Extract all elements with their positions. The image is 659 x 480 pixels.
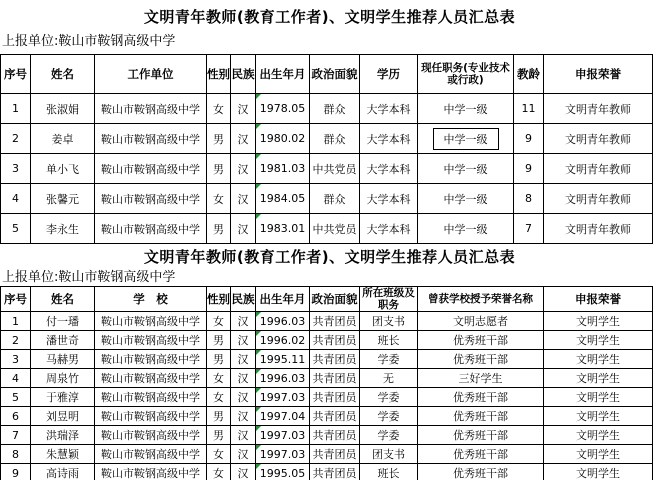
table-cell[interactable]: 文明学生 (544, 331, 653, 350)
col-header: 姓名 (31, 287, 95, 312)
table-cell[interactable]: 男 (207, 124, 231, 154)
table-cell[interactable]: 优秀班干部 (418, 388, 544, 407)
table-cell[interactable]: 鞍山市鞍钢高级中学 (95, 214, 207, 244)
table-cell[interactable]: 男 (207, 154, 231, 184)
table-cell[interactable]: 4 (1, 184, 31, 214)
col-header: 民族 (231, 287, 256, 312)
table-cell[interactable]: 1996.02 (256, 331, 310, 350)
table-cell[interactable]: 3 (1, 350, 31, 369)
table-cell[interactable]: 姜卓 (31, 124, 95, 154)
table-cell[interactable]: 学委 (360, 426, 418, 445)
col-header: 政治面貌 (310, 55, 360, 94)
student-table (0, 286, 653, 480)
section1-unit (2, 30, 175, 49)
table-cell[interactable]: 鞍山市鞍钢高级中学 (95, 388, 207, 407)
table-cell[interactable]: 高诗雨 (31, 464, 95, 480)
col-header: 学 校 (95, 287, 207, 312)
table-cell[interactable]: 班长 (360, 331, 418, 350)
table-cell[interactable]: 文明学生 (544, 312, 653, 331)
table-cell[interactable]: 优秀班干部 (418, 350, 544, 369)
table-cell[interactable]: 单小飞 (31, 154, 95, 184)
table-cell[interactable]: 共青团员 (310, 388, 360, 407)
table-cell[interactable]: 1997.03 (256, 426, 310, 445)
col-header: 序号 (1, 287, 31, 312)
col-header: 申报荣誉 (544, 55, 653, 94)
table-cell[interactable]: 鞍山市鞍钢高级中学 (95, 331, 207, 350)
table-row (1, 464, 653, 480)
col-header: 学历 (360, 55, 418, 94)
table-cell[interactable]: 汉 (231, 369, 256, 388)
col-header: 所在班级及职务 (360, 287, 418, 312)
table-cell[interactable]: 5 (1, 214, 31, 244)
teacher-header-row (1, 55, 653, 94)
table-cell[interactable]: 男 (207, 214, 231, 244)
table-cell[interactable]: 男 (207, 331, 231, 350)
table-cell[interactable]: 学委 (360, 388, 418, 407)
table-cell[interactable]: 文明学生 (544, 464, 653, 480)
col-header: 曾获学校授予荣誉名称 (418, 287, 544, 312)
table-cell[interactable]: 女 (207, 369, 231, 388)
table-cell[interactable]: 1 (1, 312, 31, 331)
table-cell[interactable]: 李永生 (31, 214, 95, 244)
table-cell[interactable]: 文明志愿者 (418, 312, 544, 331)
unit-label: 上报单位: (2, 34, 59, 49)
table-cell[interactable]: 5 (1, 388, 31, 407)
table-cell[interactable]: 汉 (231, 388, 256, 407)
section1-title: 文明青年教师(教育工作者)、文明学生推荐人员汇总表 (143, 8, 516, 26)
section2-title: 文明青年教师(教育工作者)、文明学生推荐人员汇总表 (143, 248, 516, 266)
table-cell[interactable]: 汉 (231, 331, 256, 350)
table-cell[interactable]: 文明青年教师 (544, 214, 653, 244)
table-cell[interactable]: 6 (1, 407, 31, 426)
table-cell[interactable]: 文明学生 (544, 350, 653, 369)
table-cell[interactable]: 学委 (360, 350, 418, 369)
table-cell[interactable]: 优秀班干部 (418, 464, 544, 480)
table-cell[interactable]: 朱慧颖 (31, 445, 95, 464)
table-row (1, 350, 653, 369)
table-cell[interactable]: 中学一级 (418, 184, 514, 214)
table-cell[interactable]: 汉 (231, 445, 256, 464)
table-cell[interactable]: 鞍山市鞍钢高级中学 (95, 369, 207, 388)
table-cell[interactable]: 于雅淳 (31, 388, 95, 407)
table-cell[interactable]: 共青团员 (310, 426, 360, 445)
table-cell[interactable]: 共青团员 (310, 445, 360, 464)
table-cell[interactable]: 鞍山市鞍钢高级中学 (95, 184, 207, 214)
table-cell[interactable]: 女 (207, 464, 231, 480)
unit-value: 鞍山市鞍钢高级中学 (58, 34, 176, 49)
col-header: 工作单位 (95, 55, 207, 94)
student-header-row (1, 287, 653, 312)
table-cell[interactable]: 鞍山市鞍钢高级中学 (95, 124, 207, 154)
table-cell[interactable]: 8 (514, 184, 544, 214)
table-cell[interactable]: 付一璠 (31, 312, 95, 331)
table-cell[interactable]: 鞍山市鞍钢高级中学 (95, 154, 207, 184)
table-cell[interactable]: 男 (207, 350, 231, 369)
table-cell[interactable]: 女 (207, 445, 231, 464)
col-header: 民族 (231, 55, 256, 94)
table-cell[interactable]: 共青团员 (310, 331, 360, 350)
table-cell[interactable]: 女 (207, 94, 231, 124)
table-cell[interactable]: 大学本科 (360, 214, 418, 244)
table-cell[interactable]: 1978.05 (256, 94, 310, 124)
table-cell[interactable]: 文明学生 (544, 445, 653, 464)
table-cell[interactable]: 2 (1, 124, 31, 154)
table-row (1, 369, 653, 388)
col-header: 出生年月 (256, 287, 310, 312)
table-cell[interactable]: 汉 (231, 407, 256, 426)
col-header: 性别 (207, 55, 231, 94)
table-cell[interactable]: 张淑娟 (31, 94, 95, 124)
table-cell[interactable]: 学委 (360, 407, 418, 426)
table-cell[interactable]: 1995.11 (256, 350, 310, 369)
table-cell[interactable]: 文明青年教师 (544, 184, 653, 214)
table-cell[interactable]: 男 (207, 426, 231, 445)
table-cell[interactable]: 鞍山市鞍钢高级中学 (95, 445, 207, 464)
table-cell[interactable]: 团支书 (360, 445, 418, 464)
selected-cell[interactable]: 中学一级 (433, 128, 499, 150)
table-cell[interactable]: 9 (1, 464, 31, 480)
table-cell[interactable]: 优秀班干部 (418, 445, 544, 464)
table-row (1, 407, 653, 426)
table-cell[interactable]: 女 (207, 184, 231, 214)
table-cell[interactable]: 汉 (231, 184, 256, 214)
table-cell[interactable]: 无 (360, 369, 418, 388)
table-row (1, 214, 653, 244)
table-cell[interactable]: 优秀班干部 (418, 407, 544, 426)
table-cell[interactable]: 1980.02 (256, 124, 310, 154)
table-cell[interactable]: 鞍山市鞍钢高级中学 (95, 94, 207, 124)
table-cell[interactable]: 1997.04 (256, 407, 310, 426)
table-cell[interactable]: 团支书 (360, 312, 418, 331)
table-row (1, 154, 653, 184)
col-header: 出生年月 (256, 55, 310, 94)
table-cell[interactable]: 中共党员 (310, 214, 360, 244)
table-cell[interactable]: 1996.03 (256, 312, 310, 331)
col-header: 现任职务(专业技术或行政) (418, 55, 514, 94)
col-header: 性别 (207, 287, 231, 312)
table-cell[interactable]: 11 (514, 94, 544, 124)
table-cell[interactable]: 9 (514, 154, 544, 184)
table-cell[interactable]: 3 (1, 154, 31, 184)
table-cell[interactable]: 刘昱明 (31, 407, 95, 426)
table-cell[interactable]: 8 (1, 445, 31, 464)
table-cell[interactable]: 7 (514, 214, 544, 244)
table-cell[interactable]: 中学一级 (418, 214, 514, 244)
table-row (1, 426, 653, 445)
col-header: 姓名 (31, 55, 95, 94)
table-cell[interactable]: 1997.03 (256, 445, 310, 464)
table-cell[interactable]: 潘世奇 (31, 331, 95, 350)
table-cell[interactable]: 女 (207, 388, 231, 407)
table-row (1, 124, 653, 154)
table-cell[interactable]: 汉 (231, 350, 256, 369)
table-cell[interactable]: 优秀班干部 (418, 426, 544, 445)
table-cell[interactable]: 1 (1, 94, 31, 124)
table-cell[interactable]: 1995.05 (256, 464, 310, 480)
table-cell[interactable]: 鞍山市鞍钢高级中学 (95, 350, 207, 369)
table-cell[interactable]: 共青团员 (310, 407, 360, 426)
col-header: 政治面貌 (310, 287, 360, 312)
table-cell[interactable]: 文明学生 (544, 407, 653, 426)
table-cell[interactable]: 7 (1, 426, 31, 445)
table-cell[interactable]: 9 (514, 124, 544, 154)
table-row (1, 94, 653, 124)
table-cell[interactable]: 大学本科 (360, 94, 418, 124)
table-cell[interactable]: 1997.03 (256, 388, 310, 407)
table-cell[interactable]: 汉 (231, 154, 256, 184)
table-cell[interactable]: 汉 (231, 214, 256, 244)
table-row (1, 388, 653, 407)
table-cell[interactable]: 中共党员 (310, 154, 360, 184)
table-cell[interactable]: 文明学生 (544, 388, 653, 407)
table-row (1, 312, 653, 331)
table-cell[interactable]: 共青团员 (310, 369, 360, 388)
table-cell[interactable]: 鞍山市鞍钢高级中学 (95, 464, 207, 480)
table-cell[interactable]: 1984.05 (256, 184, 310, 214)
table-cell[interactable]: 优秀班干部 (418, 331, 544, 350)
table-cell[interactable]: 汉 (231, 312, 256, 331)
table-cell[interactable]: 2 (1, 331, 31, 350)
table-cell[interactable]: 群众 (310, 94, 360, 124)
table-row (1, 445, 653, 464)
table-cell[interactable]: 周泉竹 (31, 369, 95, 388)
table-cell[interactable]: 汉 (231, 426, 256, 445)
unit-label: 上报单位: (2, 270, 59, 285)
table-cell[interactable]: 汉 (231, 124, 256, 154)
table-row (1, 184, 653, 214)
table-cell[interactable]: 鞍山市鞍钢高级中学 (95, 312, 207, 331)
col-header: 序号 (1, 55, 31, 94)
table-cell[interactable]: 马赫男 (31, 350, 95, 369)
col-header: 申报荣誉 (544, 287, 653, 312)
table-cell[interactable]: 中学一级 (418, 154, 514, 184)
table-cell[interactable] (418, 124, 514, 154)
unit-value: 鞍山市鞍钢高级中学 (58, 270, 176, 285)
table-cell[interactable]: 中学一级 (418, 94, 514, 124)
table-cell[interactable]: 群众 (310, 184, 360, 214)
table-cell[interactable]: 文明学生 (544, 369, 653, 388)
table-cell[interactable]: 4 (1, 369, 31, 388)
table-row (1, 331, 653, 350)
table-cell[interactable]: 文明学生 (544, 426, 653, 445)
table-cell[interactable]: 1996.03 (256, 369, 310, 388)
table-cell[interactable]: 大学本科 (360, 154, 418, 184)
table-cell[interactable]: 汉 (231, 464, 256, 480)
table-cell[interactable]: 洪瑞泽 (31, 426, 95, 445)
col-header: 教龄 (514, 55, 544, 94)
table-cell[interactable]: 女 (207, 312, 231, 331)
table-cell[interactable]: 大学本科 (360, 124, 418, 154)
table-cell[interactable]: 共青团员 (310, 464, 360, 480)
table-cell[interactable]: 文明青年教师 (544, 124, 653, 154)
table-cell[interactable]: 张馨元 (31, 184, 95, 214)
section2-unit (2, 266, 175, 285)
table-cell[interactable]: 群众 (310, 124, 360, 154)
table-cell[interactable]: 文明青年教师 (544, 94, 653, 124)
table-cell[interactable]: 文明青年教师 (544, 154, 653, 184)
table-cell[interactable]: 鞍山市鞍钢高级中学 (95, 426, 207, 445)
table-cell[interactable]: 男 (207, 407, 231, 426)
table-cell[interactable]: 大学本科 (360, 184, 418, 214)
table-cell[interactable]: 汉 (231, 94, 256, 124)
table-cell[interactable]: 三好学生 (418, 369, 544, 388)
table-cell[interactable]: 1981.03 (256, 154, 310, 184)
table-cell[interactable]: 鞍山市鞍钢高级中学 (95, 407, 207, 426)
table-cell[interactable]: 共青团员 (310, 350, 360, 369)
teacher-table (0, 54, 653, 244)
table-cell[interactable]: 班长 (360, 464, 418, 480)
table-cell[interactable]: 1983.01 (256, 214, 310, 244)
table-cell[interactable]: 共青团员 (310, 312, 360, 331)
